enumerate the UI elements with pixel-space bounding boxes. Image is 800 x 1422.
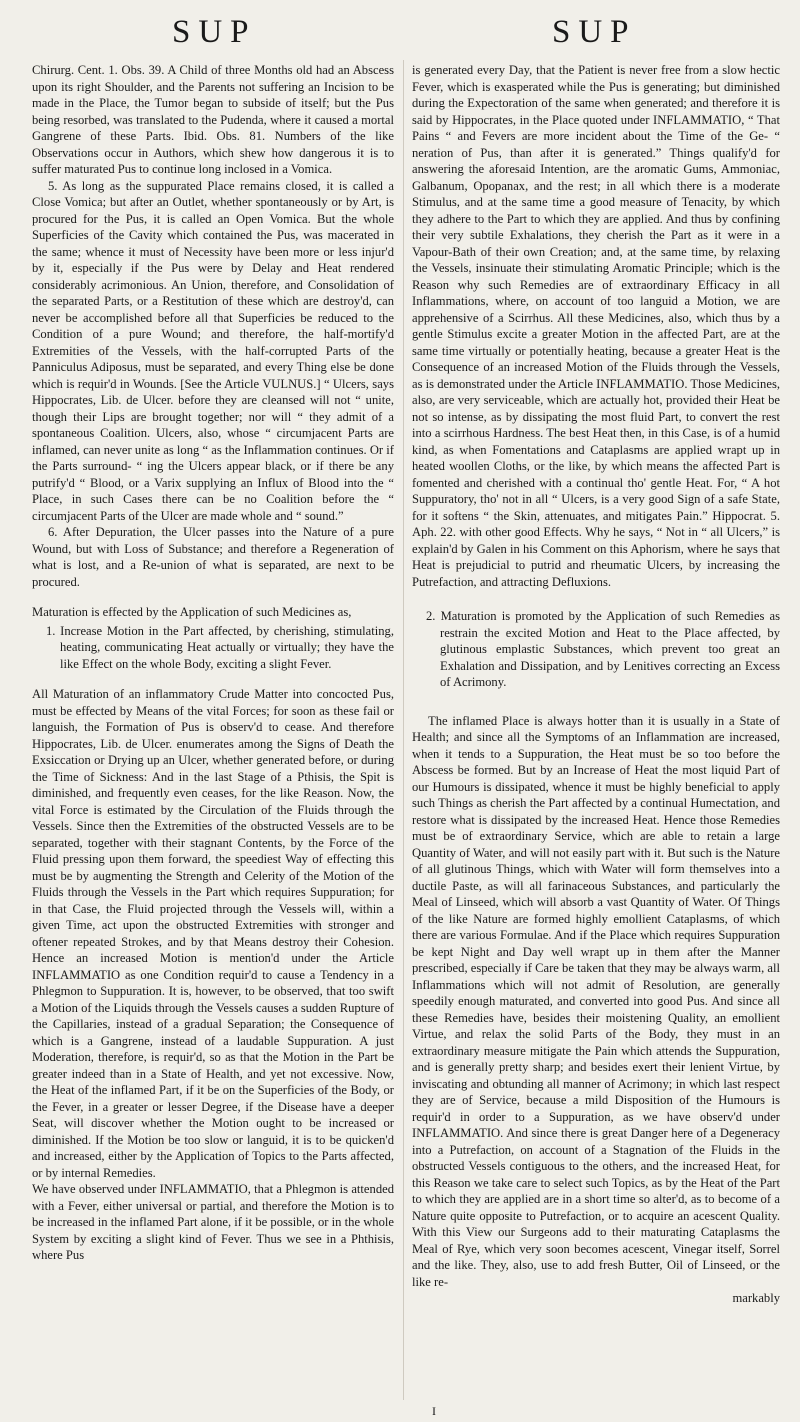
paragraph: Chirurg. Cent. 1. Obs. 39. A Child of three Months old had an Abscess upon its right Shoulder, and the Parents not suffering an Incision to be made in the Place, the Tumor began to subside of itself; but the Pus being resorbed, was translated to the Pudenda, where it caused a mortal Gangrene of these Parts. Ibid. Obs. 81. Numbers of the like Observations occur in Authors, which shew how dangerous it is to suffer maturated Pus to continue long inclosed in a Vomica.: [32, 63, 394, 176]
paragraph: We have observed under INFLAMMATIO, that a Phlegmon is attended with a Fever, either universal or partial, and therefore the Motion is to be increased in the inflamed Part alone, if it be possible, or in the whole System by exciting a slight kind of Fever. Thus we see in a Phthisis, where Pus: [32, 1182, 394, 1262]
paragraph: 5. As long as the suppurated Place remains closed, it is called a Close Vomica; but after an Outlet, whether spontaneously or by Art, is procured for the Pus, it is called an Open Vomica. But the whole Superficies of the Cavity which contained the Pus, was macerated in the same; whence it must of Necessity have been more or less injur'd by it, especially if the Pus were by Delay and Heat rendered considerably acrimonious. An Union, therefore, and Consolidation of the separated Parts, or a Restitution of these which are destroy'd, can never be accomplished before all that Superficies be reduced to the Condition of a pure Wound; and therefore, the half-mortify'd Extremities of the Vessels, with the half-corrupted Parts of the Panniculus Adiposus, must be separated, and every Thing else be done which is requir'd in Wounds. [See the Article VULNUS.] “ Ulcers, says Hippocrates, Lib. de Ulcer. before they are cleansed will not “ unite, though their Lips are brought together; nor will “ they admit of a spontaneous Coalition. Ulcers, also, whose “ circumjacent Parts are inflamed, can never unite as long “ as the Inflammation continues. Or if the Parts surround- “ ing the Ulcers appear black, or if there be any putrify'd “ Blood, or a Varix supplying an Influx of Blood into the “ Place, in such Cases there can be no Coalition before the “ circumjacent Parts of the Ulcer are made whole and “ sound.”: [32, 178, 394, 523]
left-column: [32, 62, 394, 1402]
column-divider: [403, 60, 404, 1400]
signature-mark: I: [432, 1404, 436, 1418]
numbered-item: 2. Maturation is promoted by the Application of such Remedies as restrain the excited Motion and Heat to the Place affected, by glutinous emplastic Substances, which prevent too great an Exhalation and Dissipation, and by Lenitives correcting an Excess of Acrimony.: [426, 609, 780, 689]
header-left-title: SUP: [172, 14, 257, 50]
numbered-item: 1. Increase Motion in the Part affected, by cherishing, stimulating, heating, communicating Heat actually or virtually; they have the like Effect on the whole Body, exciting a slight Fever.: [46, 623, 394, 671]
header-right-title: SUP: [552, 14, 637, 50]
paragraph: Maturation is effected by the Application of such Medicines as,: [32, 605, 352, 619]
paragraph: 6. After Depuration, the Ulcer passes into the Nature of a pure Wound, but with Loss of Substance; and therefore a Regeneration of what is lost, and a Re-union of what is separated, are next to be procured.: [32, 525, 394, 589]
paragraph: All Maturation of an inflammatory Crude Matter into concocted Pus, must be effected by Means of the vital Forces; for soon as these fail or languish, the Formation of Pus is observ'd to cease. And therefore Hippocrates, Lib. de Ulcer. enumerates among the Signs of Death the Exsiccation or Drying up an Ulcer, whether generated before, or during the Time of Sickness: And in the last Stage of a Pthisis, the Spit is diminished, and frequently even ceases, for the like Reason. Now, the vital Force is estimated by the Circulation of the Fluids through the Vessels. Since then the Extremities of the obstructed Vessels are to be separated, together with their stagnant Contents, by the Force of the Fluid pressing upon them forward, the speediest Way of effecting this must be by augmenting the Strength and Celerity of the Motion of the Fluids through the Vessels in the Part which requires Suppuration; for in that Case, the Fluid projected through the Vessels will, within a given Time, act upon the obstructed Extremities with stronger and oftener repeated Strokes, and by that Means destroy their Cohesion. Hence an increased Motion is mention'd under the Article INFLAMMATIO as one Condition requir'd to cause a Tendency in a Phlegmon to Suppuration. It is, however, to be observed, that too swift a Motion of the Liquids through the Vessels causes a sudden Rupture of the Capillaries, instead of a gradual Separation; the Consequence of which is a Gangrene, instead of a laudable Suppuration. A just Moderation, therefore, is requir'd, so as that the Motion in the Part be greater indeed than in a State of Health, and yet not excessive. Now, the Heat of the inflamed Part, if it be on the Superficies of the Body, or the Fever, in a greater or lesser Degree, if the Disease have a deeper Seat, will discover whether the Motion ought to be increased or diminished. If the Motion be too slow or languid, it is to be quicken'd and increased, either by the Application of Topics to the Parts affected, or by internal Remedies.: [32, 687, 394, 1180]
right-column: [412, 62, 780, 1402]
paragraph: is generated every Day, that the Patient is never free from a slow hectic Fever, which is exasperated while the Pus is generating; but diminished during the Expectoration of the same when generated; and therefore it is said by Hippocrates, in the Place quoted under INFLAMMATIO, “ That Pains “ and Fevers are more incident about the Time of the Ge- “ neration of Pus, than after it is generated.” Things qualify'd for answering the aforesaid Intention, are the aromatic Gums, Ammoniac, Galbanum, Opopanax, and the rest; in all which there is a moderate Stimulus, and at the same time a good measure of Tenacity, by which they adhere to the Part to which they are applied. And thus by confining their very subtile Exhalations, they cherish the Part as it were in a Vapour-Bath of their own Creation; and, at the same time, by relaxing the Vessels, insinuate their stimulating Aromatic Principle; which is the Reason why such Remedies are of extraordinary Efficacy in all Inflammations, where, on account of too languid a Motion, we are apprehensive of a Scirrhus. All these Medicines, also, which thus by a gentle Stimulus excite a greater Motion in the affected Part, are at the same time virtually or potentially heating, because a greater Heat is the Consequence of an increased Motion of the Fluids through the Vessels, as is demonstrated under the Article INFLAMMATIO. Those Medicines, also, are very serviceable, which are actually hot, provided their Heat be not so intense, as by dissipating the most fluid Part, to convert the rest into a scirrhous Hardness. The best Heat then, in this Case, is of a humid kind, as when Fomentations and Cataplasms are applied wrapt up in heated woollen Cloths, or the like, by which means the affected Part is fomented and cherished with a continual tho' gentle Heat. For, “ A hot Suppuratory, tho' not in all “ Ulcers, is a very good Sign of a safe State, for it softens “ the Skin, attenuates, and mitigates Pain.” Hippocrat. 5. Aph. 22. with other good Effects. Why he says, “ Not in “ all Ulcers,” is explain'd by Galen in his Comment on this Aphorism, where he says that Heat is prejudicial to putrid and rheumatic Ulcers, by increasing the Putrefaction, and attracting Defluxions.: [412, 63, 780, 589]
paragraph: The inflamed Place is always hotter than it is usually in a State of Health; and since all the Symptoms of an Inflammation are increased, when it tends to a Suppuration, the Heat must be so too before the Abscess be formed. But by an Increase of Heat the most liquid Part of our Humours is dissipated, whence it must be highly beneficial to apply such Things as cherish the Part affected by a continual Humectation, and restore what is dissipated by the increased Heat. Hence those Remedies must be of extraordinary Service, which are able to retain a large Quantity of Water, and will not easily part with it. But such is the Nature of all glutinous Things, which with Water will form themselves into a ductile Paste, as will all farinaceous Substances, and particularly the Meal of Linseed, which will absorb a vast Quantity of Water. Of Things of the like Nature are formed highly emollient Cataplasms, of which there are various Formulae. And if the Place which requires Suppuration be kept Night and Day well wrapt up in them after the Manner prescribed, especially if Care be taken that they may be always warm, all Inflammations which will not admit of Resolution, are generally speedily enough maturated, and converted into good Pus. And since all these Remedies have, besides their moistening Quality, an emollient Virtue, and relax the solid Parts of the Body, they must in an extraordinary measure mitigate the Pain which attends the Suppuration, and is generally pretty sharp; and besides exert their lenient Virtue, by inviscating and obtunding all manner of Acrimony; in which last respect they are of Service, because a mild Disposition of the Humours is requir'd in order to a Suppuration, as we have observ'd under INFLAMMATIO. And since there is great Danger here of a Degeneracy into a Putrefaction, on account of a Stagnation of the Fluids in the obstructed Vessels contiguous to the others, and the increased Heat, for this Reason we take care to select such Topics, as by the Heat of the Part to which they are applied are in a short time so alter'd, as to become of a Nature quite opposite to Putrefaction, or to acquire an acescent Quality. With this View our Surgeons add to their maturating Cataplasms the Meal of Rye, which very soon becomes acescent, Vinegar itself, Sorrel and the like. They, also, use to add fresh Butter, Oil of Linseed, or the like re-: [412, 713, 780, 1289]
catchword: markably: [732, 1291, 780, 1305]
running-header: [0, 14, 800, 54]
